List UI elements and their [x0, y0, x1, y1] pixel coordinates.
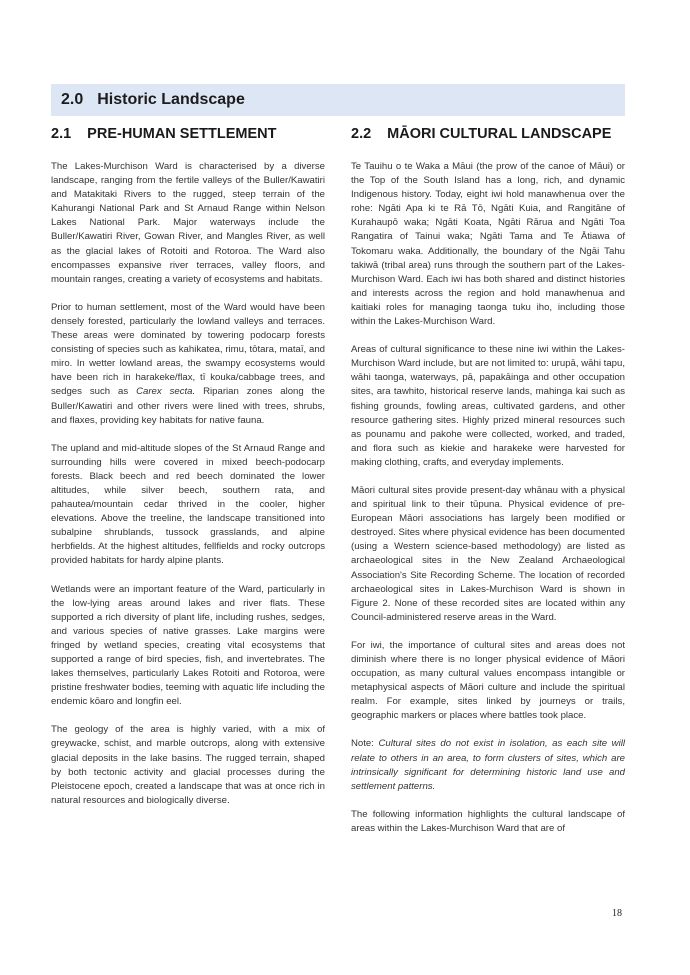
paragraph: The Lakes-Murchison Ward is characterised by a diverse landscape, ranging from the fertile valleys of the Buller/Kawatiri and Matakitaki Rivers to the rugged, steep terrain of the Kahurangi National Park and St Arnaud Range within Nelson Lakes National Park. Major waterways include the Buller/Kawatiri River, Gowan River, and Mangles River, as well as the glacial lakes of Rotoiti and Rotoroa. The Ward also encompasses expansive river terraces, valley floors, and mountain ranges, creating a variety of ecosystems and habitats.	[51, 161, 325, 285]
section-banner	[51, 84, 625, 116]
banner-title-text: Historic Landscape	[97, 91, 245, 108]
left-column	[51, 126, 325, 822]
paragraph: For iwi, the importance of cultural sites and areas does not diminish where there is no longer physical evidence of Māori occupation, as many cultural values encompass intangible or metaphysical aspects of Māori culture and include the spiritual realm. For example, sites linked by journeys or trails, geographic markers or places where battles took place.	[351, 639, 625, 722]
banner-number: 2.0	[61, 91, 84, 108]
heading-number: 2.2	[351, 126, 372, 142]
paragraph: Areas of cultural significance to these nine iwi within the Lakes-Murchison Ward include, but are not limited to: urupā, wāhi tapu, wāhi taonga, waterways, pā, papakāinga and other occupation sites, ara tawhito, historical reserve lands, mahinga kai such as fishing grounds, fowling areas, cultivated gardens, and other resource gathering sites. Highly prized mineral resources such as pounamu and pakohe were collected, worked, and traded, and flora such as kiekie and harakeke were harvested for making clothing, crafts, and everyday implements.	[351, 344, 625, 468]
paragraph: The upland and mid-altitude slopes of the St Arnaud Range and surrounding hills were covered in mixed beech-podocarp forests. Black beech and red beech dominated the lower altitudes, while silver beech, southern rata, and pahautea/mountain cedar thrived in the cooler, higher elevations. Above the treeline, the landscape transitioned into subalpine shrublands, tussock grasslands, and alpine herbfields. At the highest altitudes, fellfields and rocky outcrops provided habitats for hardy alpine plants.	[51, 442, 325, 567]
heading-number: 2.1	[51, 126, 72, 142]
paragraph: Te Tauihu o te Waka a Māui (the prow of the canoe of Māui) or the Top of the South Island has a long, rich, and dynamic Indigenous history. Today, eight iwi hold manawhenua over the rohe: Ngāti Apa ki te Rā Tō, Ngāti Kuia, and Rangitāne of Kurahaupō waka; Ngāti Koata, Ngāti Rārua and Ngāti Toa Rangatira of Tainui waka; Ngāti Tama and Te Ātiawa of Tokomaru waka. Additionally, the boundary of the Ngāi Tahu takiwā (tribal area) runs through the southern part of the Lakes-Murchison Ward. Each iwi has both shared and distinct histories and interests across the region and hold manawhenua and kaitiaki roles for managing taonga tuku iho, including those within the Lakes-Murchison Ward.	[351, 161, 625, 328]
note-text: Cultural sites do not exist in isolation, as each site will relate to others in an area, to form clusters of sites, which are intrinsically significant for determining historic land use and settlement patterns.	[351, 738, 625, 792]
paragraph-text: Prior to human settlement, most of the Ward would have been densely forested, particularly the lowland valleys and terraces. These areas were dominated by towering podocarp forests consisting of species such as kahikatea, rimu, tōtara, mataī, and miro. In wetter lowland areas, the swampy ecosystems would have been rich in harakeke/flax, tī kouka/cabbage trees, and sedges such as	[51, 301, 325, 398]
note-label: Note:	[351, 738, 379, 750]
page-number: 18	[612, 908, 622, 919]
right-column	[351, 126, 625, 850]
banner-title	[61, 91, 245, 109]
paragraph: The following information highlights the cultural landscape of areas within the Lakes-Murchison Ward that are of	[351, 808, 625, 834]
heading-title: MĀORI CULTURAL LANDSCAPE	[387, 126, 612, 142]
section-heading-maori-cultural	[351, 126, 625, 144]
paragraph-text: Riparian zones along the Buller/Kawatiri and other rivers were lined with trees, shrubs, and flaxes, providing key habitats for native fauna.	[51, 386, 325, 426]
paragraph	[51, 301, 325, 428]
paragraph: The geology of the area is highly varied, with a mix of greywacke, schist, and marble outcrops, along with extensive glacial deposits in the lake basins. The rugged terrain, shaped by both tectonic activity and glacial processes during the Pleistocene epoch, created a landscape that was at once rich in natural resources and biologically diverse.	[51, 724, 325, 806]
heading-title: PRE-HUMAN SETTLEMENT	[87, 126, 277, 142]
paragraph: Wetlands were an important feature of the Ward, particularly in the low-lying areas around lakes and river flats. These supported a rich diversity of plant life, including rushes, sedges, and various species of native grasses. Lake margins were fringed by wetland species, creating vital ecosystems that supported a range of bird species, fish, and invertebrates. The lakes themselves, particularly Lakes Rotoiti and Rotoroa, were pristine freshwater bodies, teeming with aquatic life including the endemic kōaro and longfin eel.	[51, 583, 325, 708]
note-paragraph	[351, 737, 625, 793]
species-name: Carex secta.	[136, 386, 196, 398]
section-heading-pre-human	[51, 126, 325, 144]
paragraph: Māori cultural sites provide present-day whānau with a physical and spiritual link to their tūpuna. Physical evidence of pre-European Māori associations has largely been modified or destroyed. Sites where physical evidence has been documented (using a Western science-based methodology) are listed as archaeological sites in the New Zealand Archaeological Association's Site Recording Scheme. The location of recorded archaeological sites in Lakes-Murchison Ward is shown in Figure 2. None of these recorded sites are located within any Council-administered reserve areas in the Ward.	[351, 484, 625, 623]
